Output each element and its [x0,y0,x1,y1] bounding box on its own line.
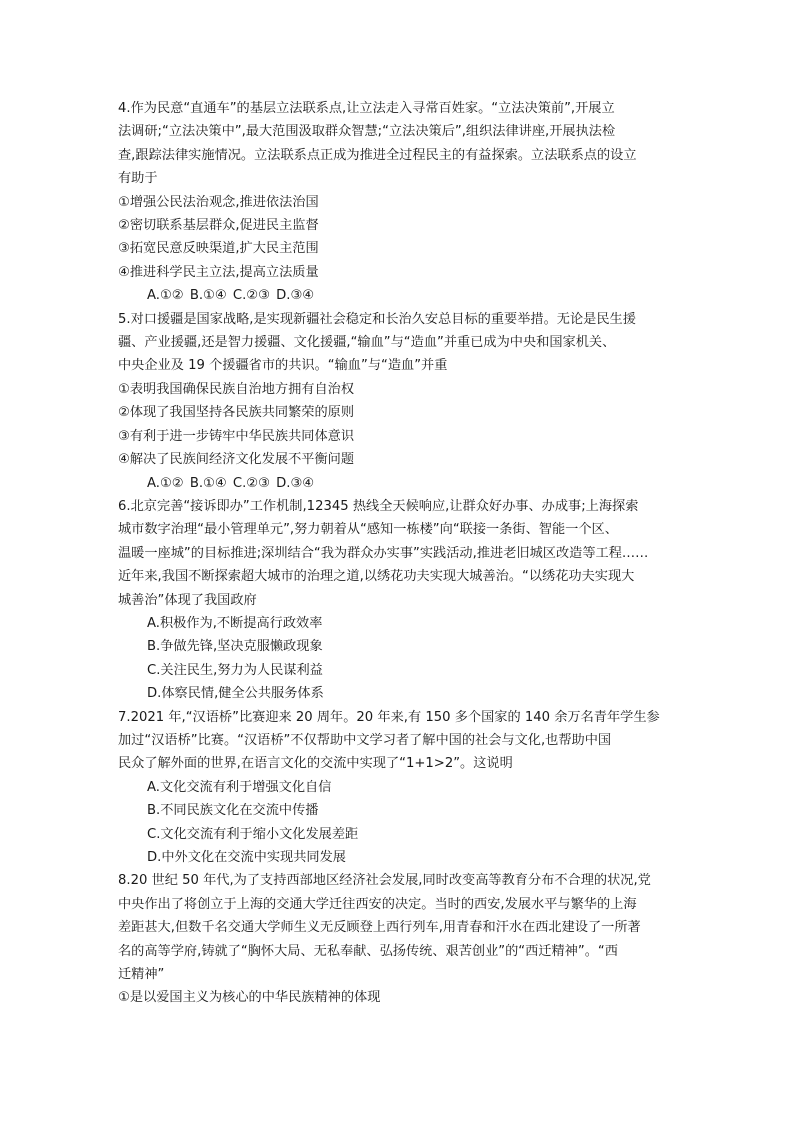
statement-item: ②体现了我国坚持各民族共同繁荣的原则 [118,405,355,421]
statement-item: ③拓宽民意反映渠道,扩大民主范围 [118,241,319,257]
question-stem-line: 中央企业及 19 个援疆省市的共识。“输血”与“造血”并重 [118,358,448,374]
question-stem-line: 法调研;“立法决策中”,最大范围汲取群众智慧;“立法决策后”,组织法律讲座,开展执法检 [118,124,616,140]
question-stem-line: 名的高等学府,铸就了“胸怀大局、无私奉献、弘扬传统、艰苦创业”的“西迁精神”。“西 [118,943,618,959]
option-a: A.文化交流有利于增强文化自信 [147,779,332,795]
question-7 [118,706,678,870]
option-c: C.关注民生,努力为人民谋利益 [147,662,323,678]
question-stem-line: 疆、产业援疆,还是智力援疆、文化援疆,“输血”与“造血”并重已成为中央和国家机关、 [118,335,616,351]
question-stem-line: 差距甚大,但数千名交通大学师生义无反顾登上西行列车,用青春和汗水在西北建设了一所著 [118,920,641,936]
question-stem-line: 迁精神” [118,967,165,983]
question-stem-line: 有助于 [118,171,158,187]
option-b: B.争做先锋,坚决克服懒政现象 [147,639,323,655]
option-c: C.文化交流有利于缩小文化发展差距 [147,826,359,842]
answer-choices: A.①② B.①④ C.②③ D.③④ [147,475,315,491]
question-stem-line: 查,跟踪法律实施情况。立法联系点正成为推进全过程民主的有益探索。立法联系点的设立 [118,147,637,163]
option-d: D.体察民情,健全公共服务体系 [147,686,324,702]
question-8 [118,869,678,1009]
statement-item: ①是以爱国主义为核心的中华民族精神的体现 [118,990,381,1006]
statement-item: ④推进科学民主立法,提高立法质量 [118,264,319,280]
question-stem-line: 8.20 世纪 50 年代,为了支持西部地区经济社会发展,同时改变高等教育分布不合理的状况,党 [118,873,651,889]
question-stem-line: 城善治”体现了我国政府 [118,592,257,608]
question-4 [118,97,678,308]
question-stem-line: 5.对口援疆是国家战略,是实现新疆社会稳定和长治久安总目标的重要举措。无论是民生援 [118,311,636,327]
question-stem-line: 中央作出了将创立于上海的交通大学迁往西安的决定。当时的西安,发展水平与繁华的上海 [118,896,637,912]
question-stem-line: 温暖一座城”的目标推进;深圳结合“我为群众办实事”实践活动,推进老旧城区改造等工程…… [118,545,649,561]
statement-item: ①增强公民法治观念,推进依法治国 [118,194,319,210]
question-6 [118,495,678,706]
question-5 [118,308,678,495]
option-a: A.积极作为,不断提高行政效率 [147,615,323,631]
question-stem-line: 6.北京完善“接诉即办”工作机制,12345 热线全天候响应,让群众好办事、办成事;上海探索 [118,498,639,514]
statement-item: ①表明我国确保民族自治地方拥有自治权 [118,381,355,397]
statement-item: ②密切联系基层群众,促进民主监督 [118,218,319,234]
question-stem-line: 加过“汉语桥”比赛。“汉语桥”不仅帮助中文学习者了解中国的社会与文化,也帮助中国 [118,732,612,748]
question-stem-line: 7.2021 年,“汉语桥”比赛迎来 20 周年。20 年来,有 150 多个国家的 140 余万名青年学生参 [118,709,660,725]
option-b: B.不同民族文化在交流中传播 [147,803,319,819]
question-stem-line: 民众了解外面的世界,在语言文化的交流中实现了“1+1>2”。这说明 [118,756,513,772]
question-stem-line: 城市数字治理“最小管理单元”,努力朝着从“感知一栋楼”向“联接一条街、智能一个区、 [118,522,618,538]
statement-item: ④解决了民族间经济文化发展不平衡问题 [118,452,355,468]
option-d: D.中外文化在交流中实现共同发展 [147,850,346,865]
answer-choices: A.①② B.①④ C.②③ D.③④ [147,288,315,304]
statement-item: ③有利于进一步铸牢中华民族共同体意识 [118,428,355,444]
question-stem-line: 近年来,我国不断探索超大城市的治理之道,以绣花功夫实现大城善治。“以绣花功夫实现大 [118,569,635,585]
question-stem-line: 4.作为民意“直通车”的基层立法联系点,让立法走入寻常百姓家。“立法决策前”,开展立 [118,101,615,116]
exam-page [118,97,678,1010]
